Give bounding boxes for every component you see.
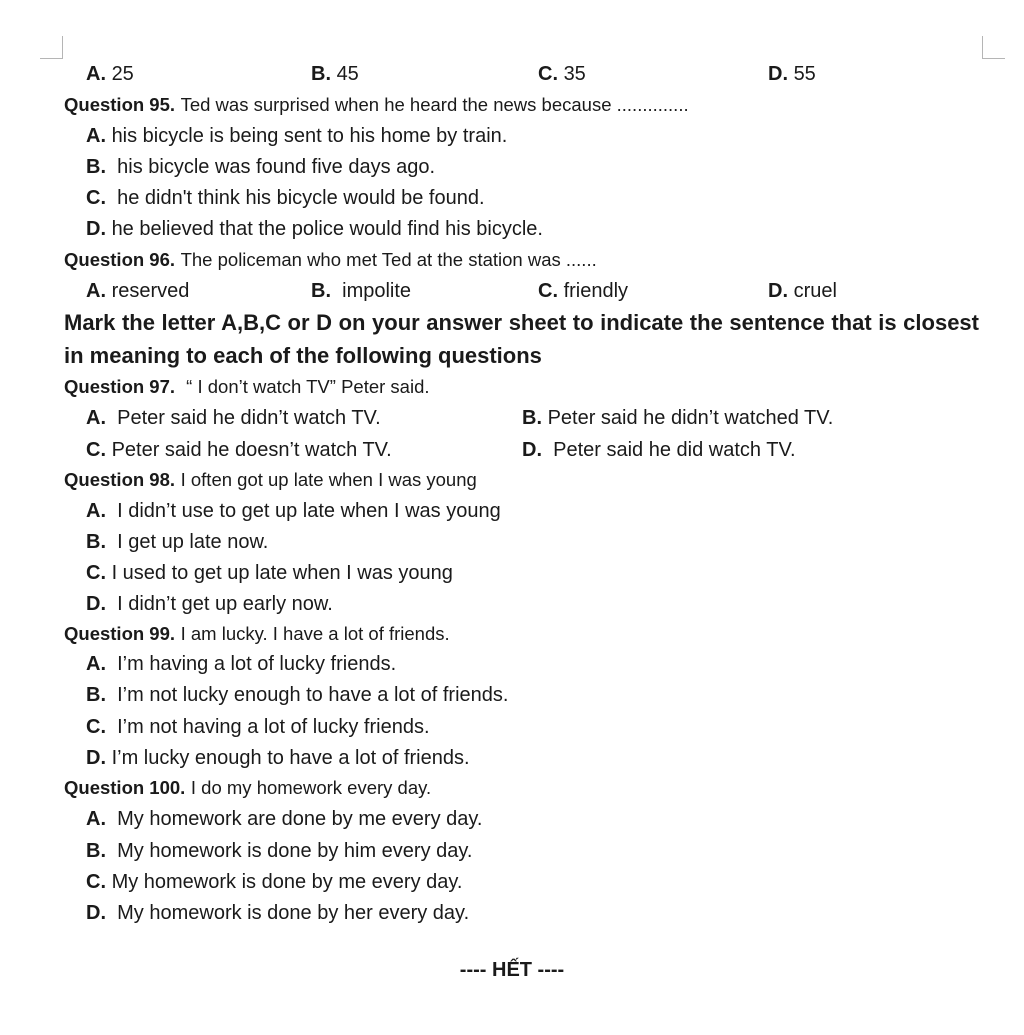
q100-option-a: A. My homework are done by me every day. xyxy=(86,808,483,830)
q97-option-a: A. Peter said he didn’t watch TV. xyxy=(86,407,381,429)
q98-option-a: A. I didn’t use to get up late when I was young xyxy=(86,500,501,522)
q95-option-d: D. he believed that the police would find his bicycle. xyxy=(86,218,543,240)
q95-option-a: A. his bicycle is being sent to his home by train. xyxy=(86,125,508,147)
q97-option-b: B. Peter said he didn’t watched TV. xyxy=(522,407,834,429)
q95-option-b: B. his bicycle was found five days ago. xyxy=(86,156,436,178)
question-100: Question 100. I do my homework every day. xyxy=(64,777,432,798)
q99-option-c: C. I’m not having a lot of lucky friends. xyxy=(86,716,430,738)
option-b: B. 45 xyxy=(311,63,359,85)
q97-option-d: D. Peter said he did watch TV. xyxy=(522,439,796,461)
question-99: Question 99. I am lucky. I have a lot of friends. xyxy=(64,623,450,644)
q97-option-c: C. Peter said he doesn’t watch TV. xyxy=(86,439,392,461)
question-95: Question 95. Ted was surprised when he heard the news because .............. xyxy=(64,94,689,115)
question-96: Question 96. The policeman who met Ted at the station was ...... xyxy=(64,249,597,270)
q96-option-d: D. cruel xyxy=(768,280,837,302)
q96-option-a: A. reserved xyxy=(86,280,190,302)
q100-option-c: C. My homework is done by me every day. xyxy=(86,871,463,893)
q96-option-c: C. friendly xyxy=(538,280,629,302)
q100-option-b: B. My homework is done by him every day. xyxy=(86,840,473,862)
question-98: Question 98. I often got up late when I was young xyxy=(64,469,477,490)
option-a: A. 25 xyxy=(86,63,134,85)
option-c: C. 35 xyxy=(538,63,586,85)
page-corner-mark-top-left xyxy=(40,36,63,59)
q98-option-b: B. I get up late now. xyxy=(86,531,269,553)
q99-option-b: B. I’m not lucky enough to have a lot of friends. xyxy=(86,684,509,706)
q95-option-c: C. he didn't think his bicycle would be found. xyxy=(86,187,485,209)
q99-option-a: A. I’m having a lot of lucky friends. xyxy=(86,653,397,675)
option-d: D. 55 xyxy=(768,63,816,85)
q99-option-d: D. I’m lucky enough to have a lot of friends. xyxy=(86,747,470,769)
q98-option-c: C. I used to get up late when I was young xyxy=(86,562,453,584)
section-instruction: Mark the letter A,B,C or D on your answer sheet to indicate the sentence that is closest in meaning to each of the following questions xyxy=(64,310,979,368)
page-corner-mark-top-right xyxy=(982,36,1005,59)
question-97: Question 97. “ I don’t watch TV” Peter said. xyxy=(64,376,430,397)
q100-option-d: D. My homework is done by her every day. xyxy=(86,902,470,924)
q98-option-d: D. I didn’t get up early now. xyxy=(86,593,333,615)
end-marker: ---- HẾT ---- xyxy=(459,959,565,981)
q96-option-b: B. impolite xyxy=(311,280,412,302)
